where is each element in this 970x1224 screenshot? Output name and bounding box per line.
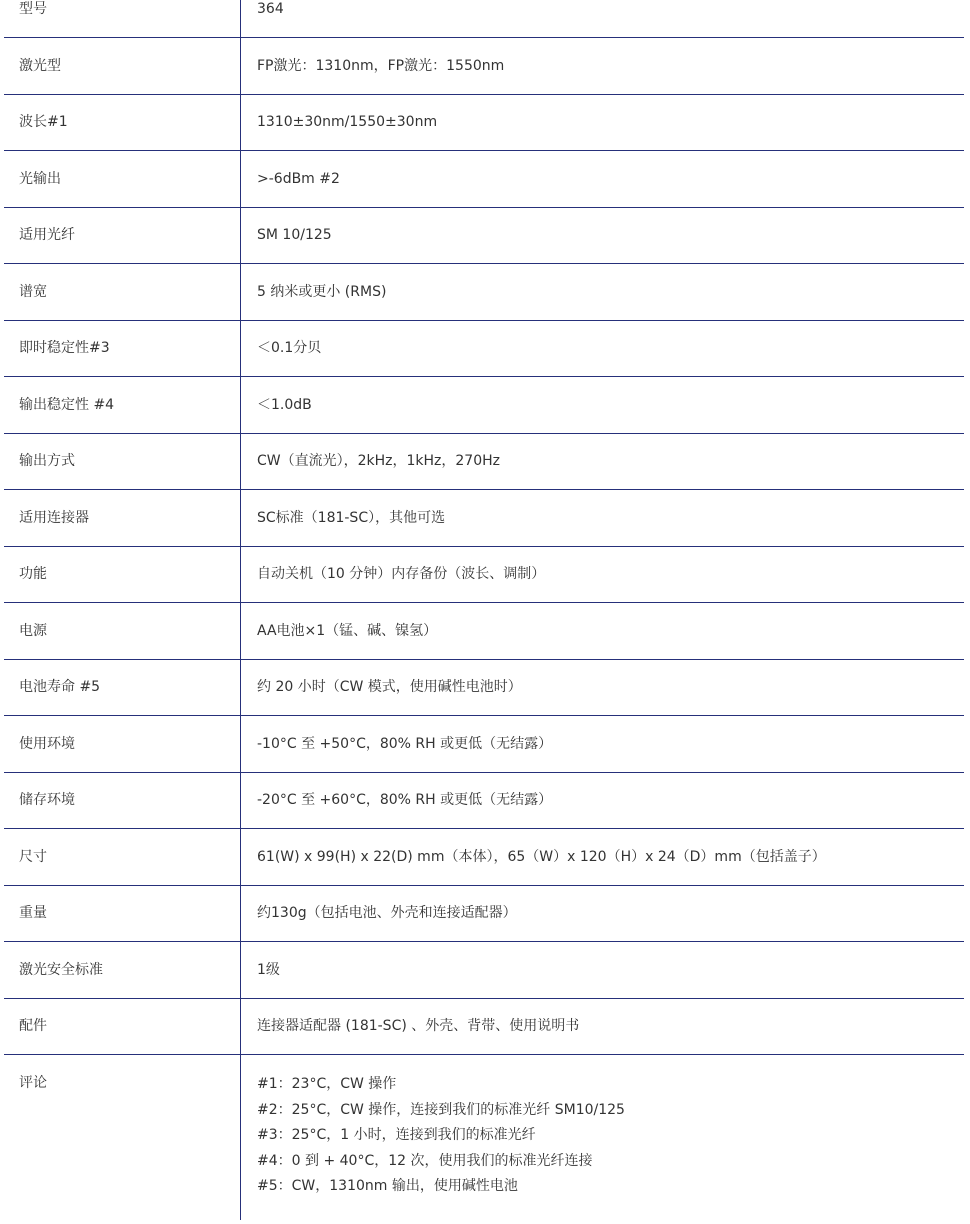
- spec-row-laser-safety: [4, 942, 964, 999]
- spec-value: -20°C 至 +60°C，80% RH 或更低（无结露）: [241, 772, 965, 829]
- spec-value: CW（直流光），2kHz，1kHz，270Hz: [241, 433, 965, 490]
- spec-label: 光输出: [4, 151, 241, 208]
- spec-label: 尺寸: [4, 829, 241, 886]
- spec-row-function: [4, 546, 964, 603]
- spec-label: 谱宽: [4, 264, 241, 321]
- spec-row-output-mode: [4, 433, 964, 490]
- spec-row-operating-environment: [4, 716, 964, 773]
- spec-value: ＜0.1分贝: [241, 320, 965, 377]
- spec-label: 即时稳定性#3: [4, 320, 241, 377]
- spec-value: 1级: [241, 942, 965, 999]
- spec-value: 61(W) x 99(H) x 22(D) mm（本体），65（W）x 120（H）x 24（D）mm（包括盖子）: [241, 829, 965, 886]
- spec-value: 自动关机（10 分钟）内存备份（波长、调制）: [241, 546, 965, 603]
- spec-label: 储存环境: [4, 772, 241, 829]
- spec-row-dimensions: [4, 829, 964, 886]
- comments-list: [257, 1055, 964, 1220]
- spec-label: 使用环境: [4, 716, 241, 773]
- comment-line: #5：CW，1310nm 输出，使用碱性电池: [257, 1178, 518, 1195]
- spec-row-model: [4, 0, 964, 38]
- spec-row-battery-life: [4, 659, 964, 716]
- spec-table-body: [4, 0, 964, 1220]
- comment-line: #4：0 到 + 40°C，12 次，使用我们的标准光纤连接: [257, 1152, 593, 1169]
- spec-value: SM 10/125: [241, 207, 965, 264]
- spec-row-output-stability: [4, 377, 964, 434]
- comment-line: #1：23°C，CW 操作: [257, 1076, 397, 1092]
- spec-value: >-6dBm #2: [241, 151, 965, 208]
- spec-row-comments: [4, 1055, 964, 1220]
- spec-label: 适用连接器: [4, 490, 241, 547]
- spec-label: 电源: [4, 603, 241, 660]
- spec-row-instant-stability: [4, 320, 964, 377]
- spec-label: 波长#1: [4, 94, 241, 151]
- spec-row-power-supply: [4, 603, 964, 660]
- spec-value: 1310±30nm/1550±30nm: [241, 94, 965, 151]
- spec-table: [4, 0, 964, 1220]
- spec-row-spectral-width: [4, 264, 964, 321]
- spec-value: AA电池×1（锰、碱、镍氢）: [241, 603, 965, 660]
- spec-label: 重量: [4, 885, 241, 942]
- spec-value: 364: [241, 0, 965, 38]
- spec-label: 输出稳定性 #4: [4, 377, 241, 434]
- spec-row-applicable-fiber: [4, 207, 964, 264]
- spec-label: 功能: [4, 546, 241, 603]
- comments-value: [241, 1055, 965, 1220]
- spec-value: 约 20 小时（CW 模式，使用碱性电池时）: [241, 659, 965, 716]
- spec-row-wavelength: [4, 94, 964, 151]
- spec-label: 输出方式: [4, 433, 241, 490]
- comments-label: 评论: [4, 1055, 241, 1220]
- spec-value: ＜1.0dB: [241, 377, 965, 434]
- spec-label: 激光安全标准: [4, 942, 241, 999]
- spec-row-optical-output: [4, 151, 964, 208]
- spec-label: 激光型: [4, 38, 241, 95]
- comment-line: #3：25°C，1 小时，连接到我们的标准光纤: [257, 1127, 536, 1144]
- spec-label: 型号: [4, 0, 241, 38]
- spec-label: 适用光纤: [4, 207, 241, 264]
- comment-line: #2：25°C，CW 操作，连接到我们的标准光纤 SM10/125: [257, 1101, 625, 1118]
- spec-value: SC标准（181-SC），其他可选: [241, 490, 965, 547]
- spec-value: 约130g（包括电池、外壳和连接适配器）: [241, 885, 965, 942]
- spec-label: 配件: [4, 998, 241, 1055]
- spec-row-accessories: [4, 998, 964, 1055]
- spec-value: -10°C 至 +50°C，80% RH 或更低（无结露）: [241, 716, 965, 773]
- spec-row-laser-type: [4, 38, 964, 95]
- spec-row-storage-environment: [4, 772, 964, 829]
- spec-row-weight: [4, 885, 964, 942]
- spec-row-connector: [4, 490, 964, 547]
- spec-value: 5 纳米或更小 (RMS): [241, 264, 965, 321]
- spec-value: 连接器适配器 (181-SC) 、外壳、背带、使用说明书: [241, 998, 965, 1055]
- spec-value: FP激光：1310nm，FP激光：1550nm: [241, 38, 965, 95]
- spec-label: 电池寿命 #5: [4, 659, 241, 716]
